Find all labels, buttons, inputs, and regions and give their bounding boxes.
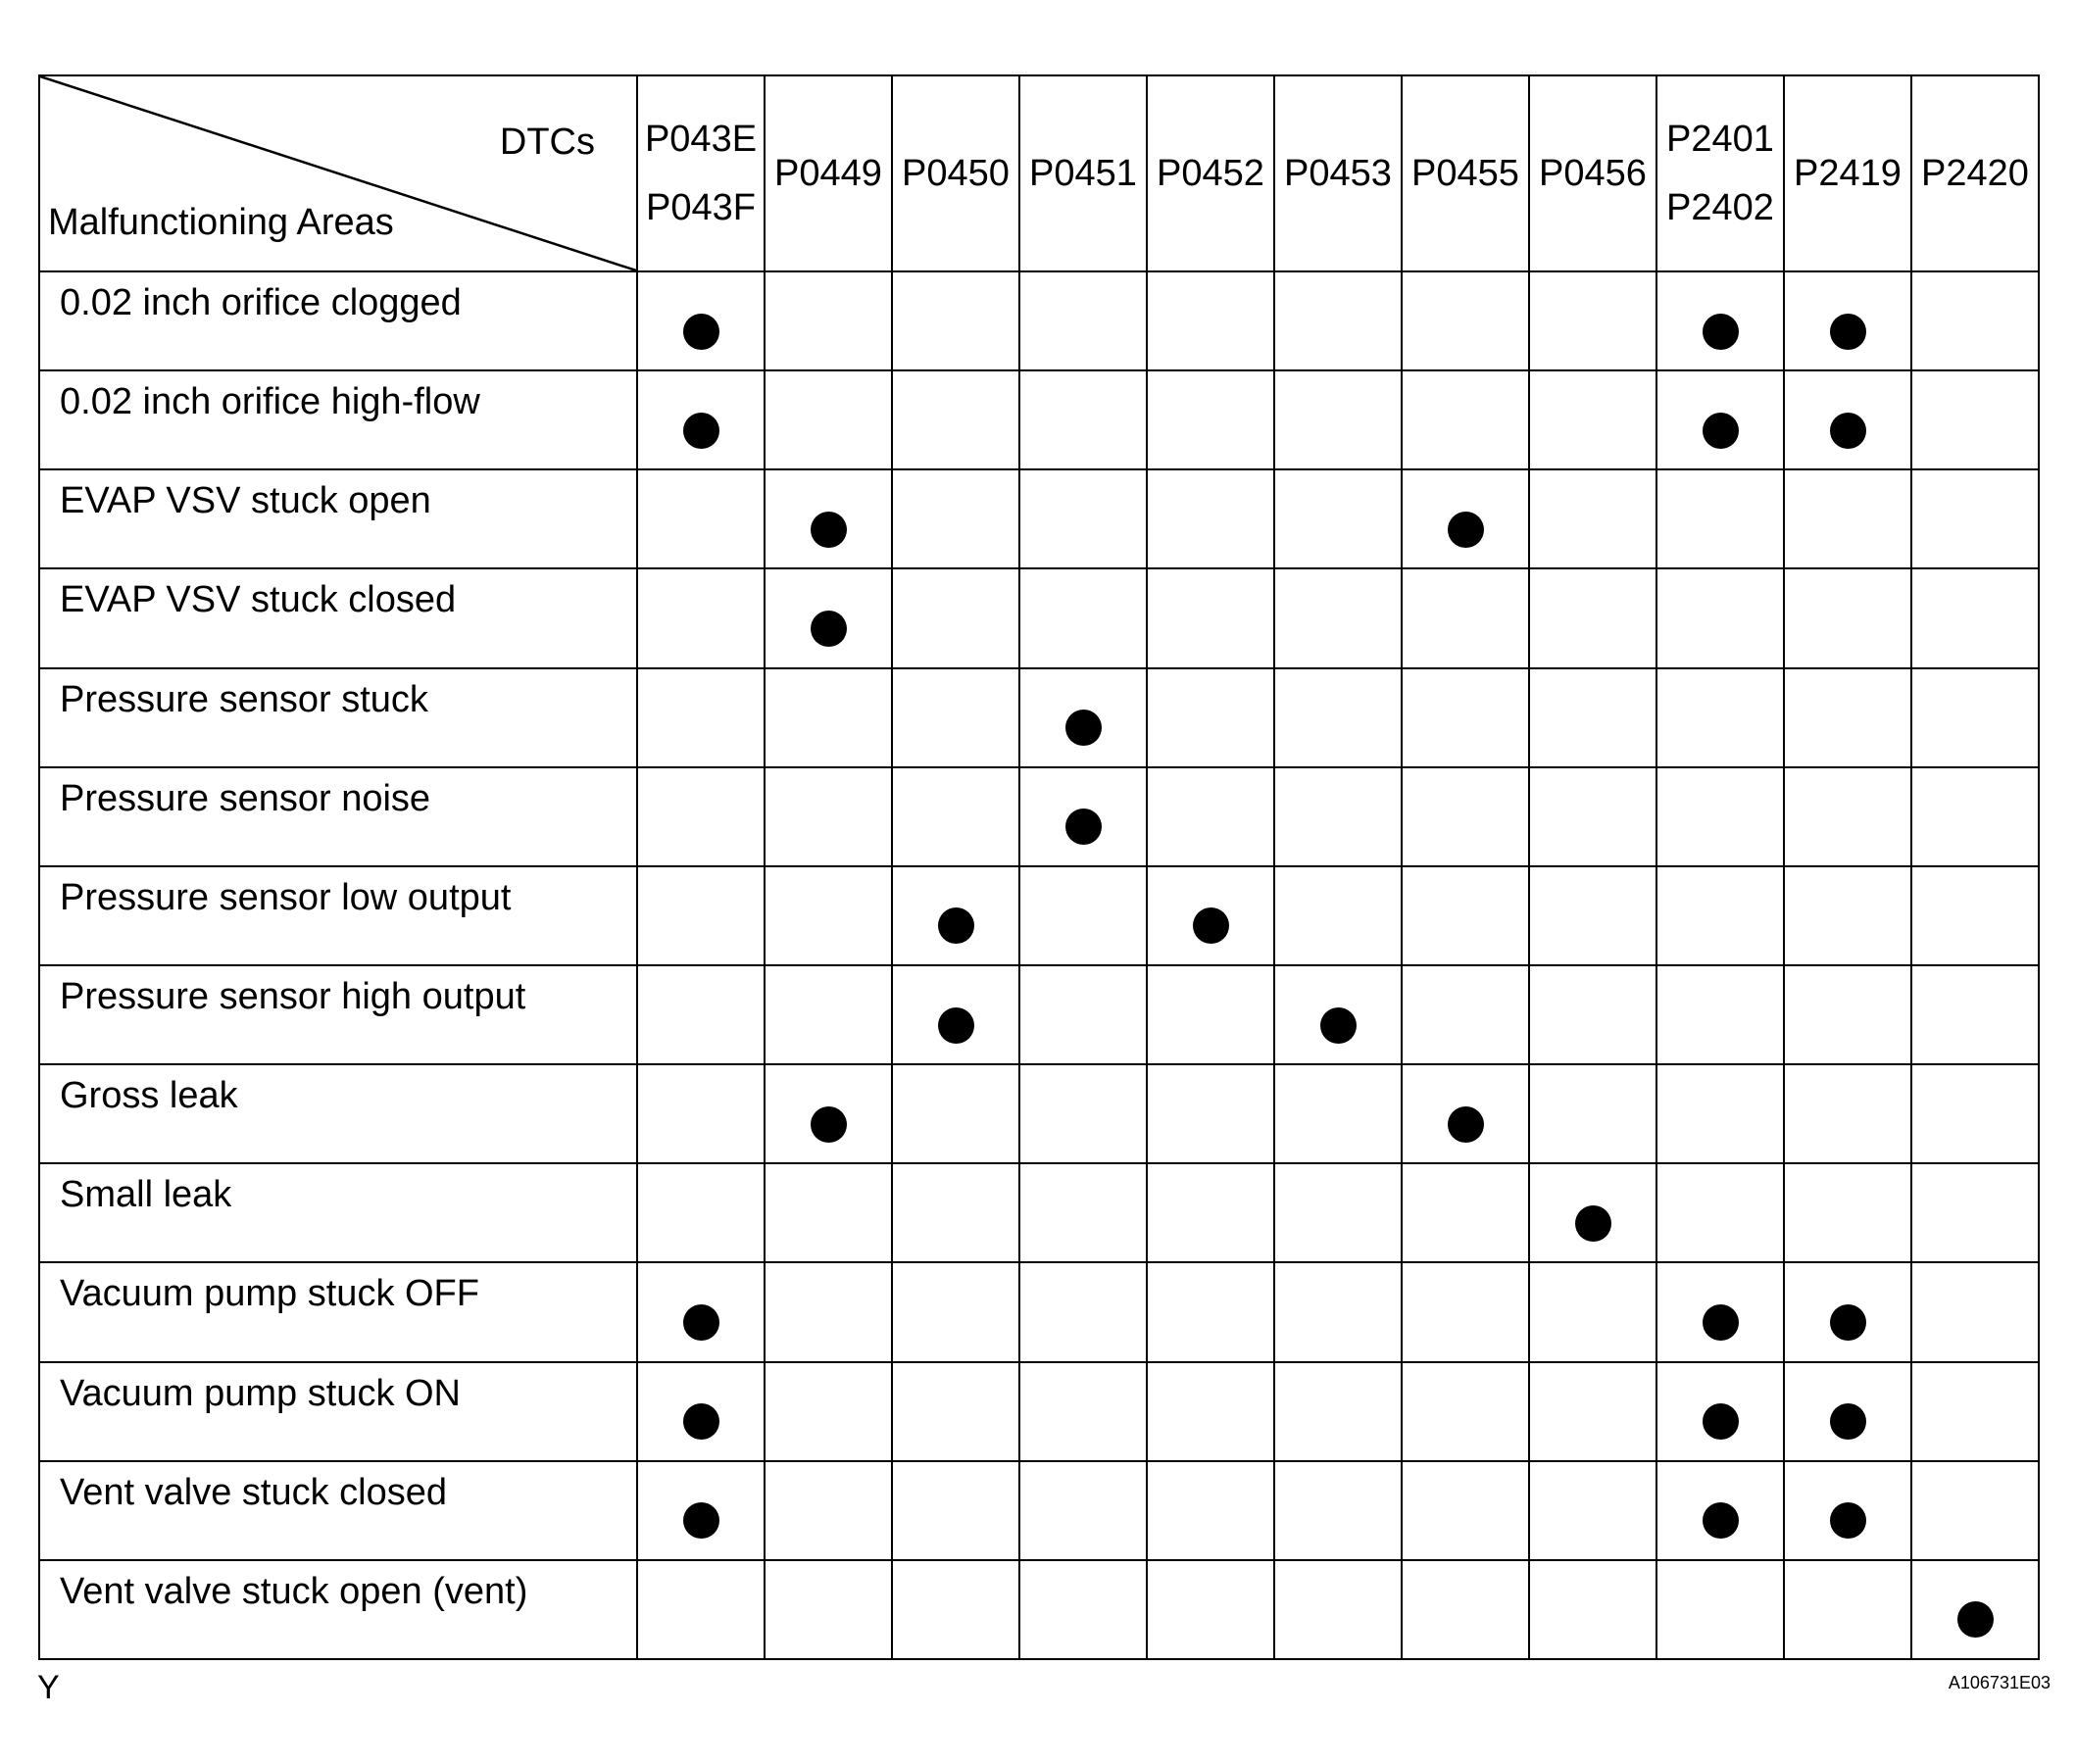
matrix-cell bbox=[892, 1362, 1019, 1461]
matrix-cell bbox=[1656, 1362, 1784, 1461]
filled-circle-mark-icon bbox=[683, 1403, 719, 1440]
matrix-cell bbox=[637, 1262, 765, 1361]
matrix-cell bbox=[1274, 1262, 1402, 1361]
matrix-cell bbox=[1147, 668, 1274, 767]
matrix-cell bbox=[1529, 1262, 1656, 1361]
filled-circle-mark-icon bbox=[1703, 1304, 1739, 1341]
matrix-cell bbox=[1019, 469, 1147, 568]
matrix-cell bbox=[1274, 1064, 1402, 1163]
matrix-cell bbox=[765, 568, 892, 667]
matrix-cell bbox=[1274, 469, 1402, 568]
dtc-column-header bbox=[637, 75, 765, 271]
matrix-cell bbox=[1274, 767, 1402, 866]
matrix-cell bbox=[1784, 1064, 1911, 1163]
matrix-cell bbox=[1019, 370, 1147, 469]
matrix-cell bbox=[637, 1560, 765, 1659]
filled-circle-mark-icon bbox=[938, 907, 974, 944]
matrix-cell bbox=[1784, 1560, 1911, 1659]
dtc-column-header bbox=[1784, 75, 1911, 271]
matrix-cell bbox=[765, 1262, 892, 1361]
malfunction-area-label: 0.02 inch orifice clogged bbox=[39, 271, 637, 370]
malfunction-area-label: 0.02 inch orifice high-flow bbox=[39, 370, 637, 469]
dtcs-axis-label: DTCs bbox=[499, 122, 595, 163]
matrix-cell bbox=[1656, 668, 1784, 767]
dtc-code: P0450 bbox=[902, 153, 1010, 194]
matrix-cell bbox=[1274, 271, 1402, 370]
matrix-cell bbox=[1656, 469, 1784, 568]
matrix-cell bbox=[1529, 866, 1656, 965]
matrix-cell bbox=[1147, 370, 1274, 469]
matrix-cell bbox=[1274, 668, 1402, 767]
filled-circle-mark-icon bbox=[1703, 413, 1739, 449]
table-row bbox=[39, 271, 2039, 370]
matrix-cell bbox=[1019, 1560, 1147, 1659]
matrix-cell bbox=[765, 1461, 892, 1560]
matrix-cell bbox=[637, 668, 765, 767]
matrix-cell bbox=[1019, 568, 1147, 667]
filled-circle-mark-icon bbox=[683, 413, 719, 449]
matrix-cell bbox=[892, 271, 1019, 370]
matrix-cell bbox=[1911, 767, 2039, 866]
matrix-cell bbox=[637, 370, 765, 469]
malfunction-area-label: Pressure sensor low output bbox=[39, 866, 637, 965]
matrix-cell bbox=[1784, 866, 1911, 965]
matrix-cell bbox=[1274, 1560, 1402, 1659]
dtc-code: P0455 bbox=[1411, 153, 1519, 194]
matrix-cell bbox=[1529, 767, 1656, 866]
filled-circle-mark-icon bbox=[811, 611, 847, 647]
matrix-cell bbox=[1147, 1560, 1274, 1659]
matrix-cell bbox=[1529, 370, 1656, 469]
malfunction-area-label: Vent valve stuck open (vent) bbox=[39, 1560, 637, 1659]
matrix-cell bbox=[1529, 1560, 1656, 1659]
filled-circle-mark-icon bbox=[1575, 1205, 1611, 1242]
filled-circle-mark-icon bbox=[938, 1007, 974, 1044]
header-row bbox=[39, 75, 2039, 271]
dtc-code: P043E bbox=[644, 119, 758, 160]
filled-circle-mark-icon bbox=[811, 1106, 847, 1143]
corner-cell bbox=[39, 75, 637, 271]
matrix-cell bbox=[1402, 1262, 1529, 1361]
matrix-cell bbox=[1656, 568, 1784, 667]
matrix-cell bbox=[892, 1560, 1019, 1659]
matrix-cell bbox=[1019, 1362, 1147, 1461]
malfunction-area-label: Pressure sensor stuck bbox=[39, 668, 637, 767]
matrix-cell bbox=[1402, 469, 1529, 568]
matrix-cell bbox=[765, 370, 892, 469]
matrix-cell bbox=[765, 1064, 892, 1163]
malfunction-area-label: Vent valve stuck closed bbox=[39, 1461, 637, 1560]
matrix-cell bbox=[1656, 866, 1784, 965]
matrix-cell bbox=[1911, 1362, 2039, 1461]
matrix-cell bbox=[1402, 370, 1529, 469]
matrix-cell bbox=[1784, 469, 1911, 568]
matrix-cell bbox=[765, 469, 892, 568]
matrix-cell bbox=[1019, 965, 1147, 1064]
matrix-cell bbox=[637, 767, 765, 866]
dtc-column-header bbox=[1529, 75, 1656, 271]
matrix-cell bbox=[1911, 469, 2039, 568]
matrix-cell bbox=[1402, 1461, 1529, 1560]
table-row bbox=[39, 1064, 2039, 1163]
table-row bbox=[39, 1560, 2039, 1659]
filled-circle-mark-icon bbox=[1703, 314, 1739, 350]
matrix-cell bbox=[1274, 370, 1402, 469]
table-row bbox=[39, 866, 2039, 965]
matrix-body bbox=[39, 271, 2039, 1659]
filled-circle-mark-icon bbox=[1448, 512, 1484, 548]
footer-mark: Y bbox=[37, 1669, 60, 1706]
filled-circle-mark-icon bbox=[1065, 710, 1102, 746]
dtc-column-header bbox=[765, 75, 892, 271]
matrix-cell bbox=[1656, 1262, 1784, 1361]
filled-circle-mark-icon bbox=[1830, 1403, 1866, 1440]
filled-circle-mark-icon bbox=[1830, 1502, 1866, 1539]
dtc-column-header bbox=[1019, 75, 1147, 271]
dtc-column-header bbox=[1911, 75, 2039, 271]
filled-circle-mark-icon bbox=[1320, 1007, 1357, 1044]
matrix-cell bbox=[1911, 1560, 2039, 1659]
matrix-cell bbox=[1656, 1064, 1784, 1163]
matrix-cell bbox=[892, 1262, 1019, 1361]
matrix-cell bbox=[1529, 1362, 1656, 1461]
matrix-cell bbox=[1529, 469, 1656, 568]
matrix-cell bbox=[1911, 1163, 2039, 1262]
dtc-column-header bbox=[1274, 75, 1402, 271]
matrix-cell bbox=[1656, 965, 1784, 1064]
malfunction-area-label: Vacuum pump stuck ON bbox=[39, 1362, 637, 1461]
matrix-cell bbox=[1784, 767, 1911, 866]
matrix-cell bbox=[1147, 271, 1274, 370]
matrix-cell bbox=[1274, 1163, 1402, 1262]
matrix-cell bbox=[1911, 965, 2039, 1064]
matrix-cell bbox=[1402, 568, 1529, 667]
matrix-cell bbox=[1274, 1362, 1402, 1461]
matrix-cell bbox=[1019, 271, 1147, 370]
dtc-column-header bbox=[892, 75, 1019, 271]
dtc-code: P0451 bbox=[1029, 153, 1137, 194]
matrix-cell bbox=[1274, 568, 1402, 667]
dtc-column-header bbox=[1147, 75, 1274, 271]
filled-circle-mark-icon bbox=[1065, 808, 1102, 845]
matrix-cell bbox=[1529, 965, 1656, 1064]
matrix-cell bbox=[1402, 767, 1529, 866]
matrix-cell bbox=[1529, 1163, 1656, 1262]
matrix-cell bbox=[1911, 1461, 2039, 1560]
matrix-cell bbox=[1656, 1461, 1784, 1560]
matrix-cell bbox=[765, 767, 892, 866]
matrix-cell bbox=[1529, 271, 1656, 370]
table-row bbox=[39, 767, 2039, 866]
dtc-code: P0453 bbox=[1284, 153, 1392, 194]
matrix-cell bbox=[1019, 866, 1147, 965]
dtc-code: P2402 bbox=[1666, 187, 1774, 228]
matrix-cell bbox=[1656, 370, 1784, 469]
matrix-cell bbox=[1147, 469, 1274, 568]
matrix-cell bbox=[765, 1560, 892, 1659]
malfunction-area-label: Pressure sensor noise bbox=[39, 767, 637, 866]
matrix-cell bbox=[1147, 767, 1274, 866]
matrix-cell bbox=[1019, 1064, 1147, 1163]
malfunction-area-label: Gross leak bbox=[39, 1064, 637, 1163]
table-row bbox=[39, 370, 2039, 469]
dtc-code: P2401 bbox=[1666, 119, 1774, 160]
matrix-cell bbox=[1402, 668, 1529, 767]
dtc-code: P0456 bbox=[1539, 153, 1647, 194]
table-row bbox=[39, 1163, 2039, 1262]
malfunction-area-label: Small leak bbox=[39, 1163, 637, 1262]
matrix-cell bbox=[1147, 1163, 1274, 1262]
matrix-cell bbox=[892, 668, 1019, 767]
dtc-code: P2420 bbox=[1921, 153, 2029, 194]
matrix-cell bbox=[765, 1163, 892, 1262]
matrix-cell bbox=[1147, 1461, 1274, 1560]
matrix-cell bbox=[1784, 370, 1911, 469]
table-row bbox=[39, 965, 2039, 1064]
table-row bbox=[39, 668, 2039, 767]
table-row bbox=[39, 568, 2039, 667]
matrix-cell bbox=[1529, 668, 1656, 767]
malfunction-area-label: Pressure sensor high output bbox=[39, 965, 637, 1064]
matrix-cell bbox=[1402, 866, 1529, 965]
matrix-cell bbox=[637, 866, 765, 965]
matrix-cell bbox=[1911, 1064, 2039, 1163]
matrix-cell bbox=[1019, 1163, 1147, 1262]
matrix-cell bbox=[892, 568, 1019, 667]
matrix-cell bbox=[1019, 668, 1147, 767]
matrix-cell bbox=[1402, 965, 1529, 1064]
matrix-cell bbox=[1911, 668, 2039, 767]
matrix-cell bbox=[1911, 866, 2039, 965]
matrix-cell bbox=[1019, 1461, 1147, 1560]
matrix-cell bbox=[892, 1163, 1019, 1262]
matrix-cell bbox=[637, 271, 765, 370]
matrix-cell bbox=[1529, 568, 1656, 667]
matrix-cell bbox=[1402, 1064, 1529, 1163]
table-row bbox=[39, 1262, 2039, 1361]
matrix-cell bbox=[765, 271, 892, 370]
table-row bbox=[39, 1362, 2039, 1461]
matrix-cell bbox=[637, 1064, 765, 1163]
matrix-cell bbox=[1019, 767, 1147, 866]
matrix-cell bbox=[1529, 1461, 1656, 1560]
dtc-malfunction-matrix bbox=[38, 74, 2040, 1660]
matrix-cell bbox=[637, 469, 765, 568]
matrix-cell bbox=[1784, 568, 1911, 667]
filled-circle-mark-icon bbox=[1957, 1601, 1994, 1638]
matrix-cell bbox=[1274, 1461, 1402, 1560]
dtc-code: P0449 bbox=[774, 153, 882, 194]
matrix-cell bbox=[1656, 1163, 1784, 1262]
matrix-cell bbox=[1529, 1064, 1656, 1163]
matrix-cell bbox=[892, 866, 1019, 965]
matrix-cell bbox=[1147, 568, 1274, 667]
matrix-cell bbox=[637, 568, 765, 667]
matrix-cell bbox=[1656, 1560, 1784, 1659]
matrix-cell bbox=[765, 1362, 892, 1461]
matrix-cell bbox=[1274, 965, 1402, 1064]
matrix-cell bbox=[1147, 965, 1274, 1064]
matrix-cell bbox=[1147, 1262, 1274, 1361]
malfunctioning-areas-axis-label: Malfunctioning Areas bbox=[48, 202, 394, 243]
matrix-cell bbox=[1402, 1560, 1529, 1659]
filled-circle-mark-icon bbox=[1830, 1304, 1866, 1341]
malfunction-area-label: Vacuum pump stuck OFF bbox=[39, 1262, 637, 1361]
dtc-code: P043F bbox=[646, 187, 756, 228]
matrix-cell bbox=[1402, 1163, 1529, 1262]
matrix-cell bbox=[1784, 668, 1911, 767]
matrix-cell bbox=[1402, 1362, 1529, 1461]
matrix-cell bbox=[1784, 1163, 1911, 1262]
matrix-cell bbox=[1784, 1262, 1911, 1361]
filled-circle-mark-icon bbox=[1703, 1403, 1739, 1440]
matrix-cell bbox=[765, 866, 892, 965]
dtc-code: P0452 bbox=[1157, 153, 1264, 194]
filled-circle-mark-icon bbox=[1448, 1106, 1484, 1143]
matrix-cell bbox=[1784, 271, 1911, 370]
matrix-cell bbox=[1656, 767, 1784, 866]
matrix-cell bbox=[1784, 1362, 1911, 1461]
matrix-cell bbox=[637, 1163, 765, 1262]
matrix-cell bbox=[892, 1064, 1019, 1163]
matrix-cell bbox=[1784, 965, 1911, 1064]
malfunction-area-label: EVAP VSV stuck closed bbox=[39, 568, 637, 667]
filled-circle-mark-icon bbox=[1193, 907, 1229, 944]
filled-circle-mark-icon bbox=[1830, 413, 1866, 449]
matrix-cell bbox=[1147, 1362, 1274, 1461]
matrix-cell bbox=[1019, 1262, 1147, 1361]
matrix-cell bbox=[637, 1362, 765, 1461]
matrix-cell bbox=[637, 1461, 765, 1560]
malfunction-area-label: EVAP VSV stuck open bbox=[39, 469, 637, 568]
matrix-cell bbox=[892, 767, 1019, 866]
matrix-cell bbox=[1147, 866, 1274, 965]
filled-circle-mark-icon bbox=[1830, 314, 1866, 350]
matrix-cell bbox=[1274, 866, 1402, 965]
filled-circle-mark-icon bbox=[683, 1304, 719, 1341]
matrix-cell bbox=[765, 668, 892, 767]
filled-circle-mark-icon bbox=[811, 512, 847, 548]
matrix-cell bbox=[1911, 271, 2039, 370]
dtc-column-header bbox=[1402, 75, 1529, 271]
matrix-cell bbox=[892, 965, 1019, 1064]
matrix-cell bbox=[1911, 568, 2039, 667]
figure-id: A106731E03 bbox=[1948, 1673, 2051, 1692]
matrix-cell bbox=[1784, 1461, 1911, 1560]
matrix-cell bbox=[637, 965, 765, 1064]
filled-circle-mark-icon bbox=[683, 314, 719, 350]
table-row bbox=[39, 1461, 2039, 1560]
matrix-cell bbox=[1656, 271, 1784, 370]
matrix-cell bbox=[765, 965, 892, 1064]
filled-circle-mark-icon bbox=[1703, 1502, 1739, 1539]
matrix-cell bbox=[1402, 271, 1529, 370]
matrix-cell bbox=[892, 370, 1019, 469]
dtc-column-header bbox=[1656, 75, 1784, 271]
matrix-cell bbox=[1911, 370, 2039, 469]
matrix-cell bbox=[892, 1461, 1019, 1560]
dtc-code: P2419 bbox=[1794, 153, 1902, 194]
matrix-cell bbox=[892, 469, 1019, 568]
table-row bbox=[39, 469, 2039, 568]
matrix-cell bbox=[1911, 1262, 2039, 1361]
filled-circle-mark-icon bbox=[683, 1502, 719, 1539]
matrix-cell bbox=[1147, 1064, 1274, 1163]
